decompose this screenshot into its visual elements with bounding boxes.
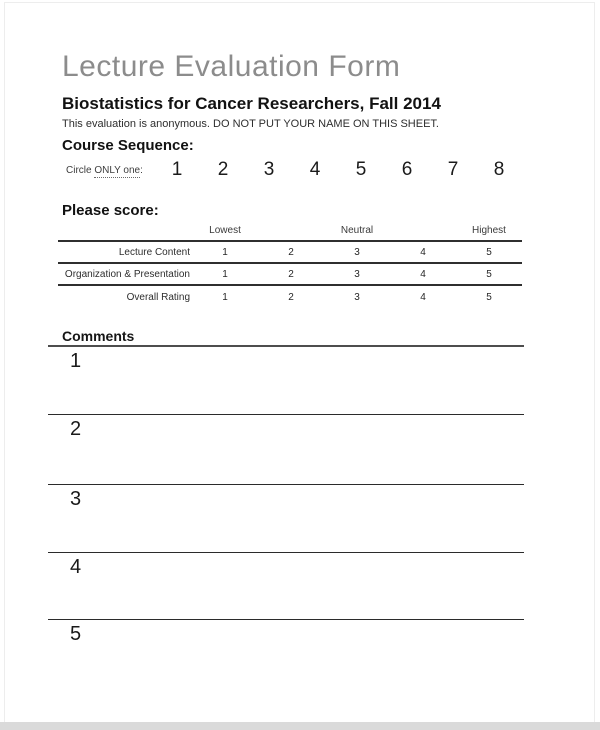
course-sequence-label: Course Sequence: [62,137,194,154]
score-cell[interactable]: 5 [486,268,492,280]
score-table [58,221,522,308]
score-cell[interactable]: 5 [486,246,492,258]
score-row-organization-presentation [58,264,522,286]
score-cell[interactable]: 2 [288,246,294,258]
comment-block-1 [48,347,524,415]
score-cell[interactable]: 4 [420,268,426,280]
course-sequence-options-row [66,158,522,182]
score-cell[interactable]: 2 [288,291,294,303]
comment-input-area-1[interactable] [48,347,524,414]
score-row-label: Overall Rating [126,291,190,303]
score-cell[interactable]: 5 [486,291,492,303]
instruction-underlined: ONLY one [94,164,141,176]
course-sequence-option-5[interactable]: 5 [355,159,367,180]
score-cell[interactable]: 4 [420,291,426,303]
circle-only-one-instruction [66,165,154,176]
score-cell[interactable]: 1 [222,291,228,303]
course-subtitle: Biostatistics for Cancer Researchers, Fall 2014 [62,94,441,113]
instruction-prefix: Circle [66,164,95,176]
comment-number: 3 [70,488,82,510]
score-row-overall-rating [58,286,522,308]
score-cell[interactable]: 1 [222,268,228,280]
course-sequence-option-4[interactable]: 4 [309,159,321,180]
comment-input-area-5[interactable] [48,620,524,712]
score-row-lecture-content [58,242,522,264]
scale-header-lowest: Lowest [209,225,241,236]
course-sequence-option-3[interactable]: 3 [263,159,275,180]
scale-header-highest: Highest [472,225,506,236]
score-cell[interactable]: 1 [222,246,228,258]
score-cell[interactable]: 2 [288,268,294,280]
comments-label: Comments [48,328,524,347]
comment-input-area-2[interactable] [48,415,524,484]
score-row-label: Lecture Content [118,246,190,258]
comment-number: 5 [70,623,82,645]
score-cell[interactable]: 3 [354,291,360,303]
anonymity-note: This evaluation is anonymous. DO NOT PUT YOUR NAME ON THIS SHEET. [62,118,439,130]
course-sequence-option-1[interactable]: 1 [171,159,183,180]
please-score-label: Please score: [62,202,159,219]
comment-block-3 [48,485,524,553]
comment-input-area-4[interactable] [48,553,524,619]
score-cell[interactable]: 4 [420,246,426,258]
score-cell[interactable]: 3 [354,246,360,258]
score-scale-header-row [58,221,522,242]
instruction-suffix: : [140,164,143,176]
score-cell[interactable]: 3 [354,268,360,280]
course-sequence-option-7[interactable]: 7 [447,159,459,180]
comment-number: 2 [70,418,82,440]
comment-block-4 [48,553,524,620]
comments-section [48,328,524,712]
comment-block-5 [48,620,524,712]
score-row-label: Organization & Presentation [64,268,190,280]
scale-header-neutral: Neutral [340,225,374,236]
course-sequence-option-2[interactable]: 2 [217,159,229,180]
comment-block-2 [48,415,524,485]
comment-number: 1 [70,350,82,372]
course-sequence-option-8[interactable]: 8 [493,159,505,180]
page-title: Lecture Evaluation Form [62,50,401,83]
comment-number: 4 [70,556,82,578]
course-sequence-option-6[interactable]: 6 [401,159,413,180]
page-bottom-edge [0,722,600,730]
comment-input-area-3[interactable] [48,485,524,552]
